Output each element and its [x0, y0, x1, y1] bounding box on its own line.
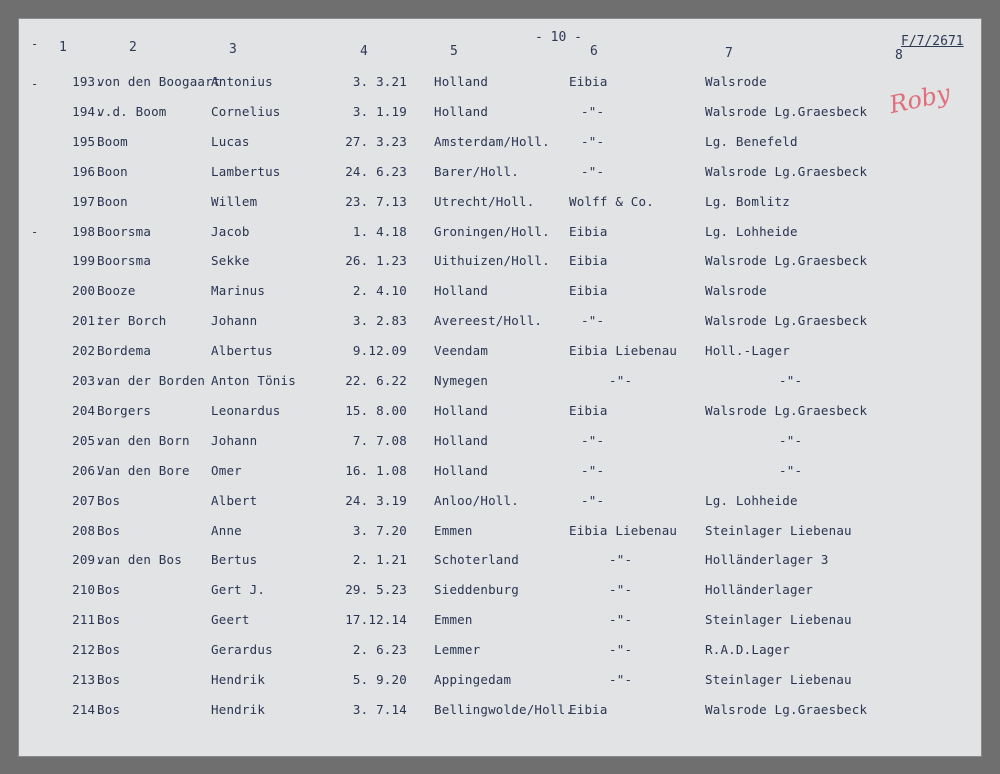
file-reference: F/7/2671 [901, 34, 964, 49]
employer-cell: -"- [581, 432, 605, 448]
surname-cell: Boon [97, 163, 128, 179]
birthplace-cell: Nymegen [434, 373, 489, 388]
birthplace-cell: Groningen/Holl. [434, 223, 550, 239]
margin-mark: - [31, 77, 39, 91]
birthplace-cell: Utrecht/Holl. [434, 193, 535, 209]
given-name-cell: Sekke [211, 253, 250, 269]
entry-number-cell: 199. [72, 253, 103, 269]
camp-cell: -"- [779, 462, 803, 478]
entry-number-cell: 207. [72, 492, 103, 508]
entry-number-cell: 204. [72, 402, 103, 418]
given-name-cell: Albert [211, 492, 258, 508]
employer-cell: -"- [581, 103, 605, 119]
employer-cell: Eibia [569, 74, 608, 89]
camp-cell: Lg. Benefeld [705, 133, 798, 149]
birth-date-cell: 3. 7.20 [352, 522, 407, 538]
table-row [19, 403, 981, 425]
column-header: 2 [129, 40, 137, 55]
entry-number-cell: 214. [72, 701, 103, 717]
employer-cell: -"- [609, 672, 633, 687]
birth-date-cell: 2. 4.10 [352, 283, 407, 299]
given-name-cell: Anne [211, 522, 242, 538]
birth-date-cell: 7. 7.08 [352, 432, 407, 448]
given-name-cell: Gert J. [211, 582, 266, 598]
table-row [19, 104, 981, 126]
given-name-cell: Albertus [211, 343, 273, 359]
camp-cell: Holl.-Lager [705, 343, 790, 359]
birth-date-cell: 3. 3.21 [352, 74, 407, 89]
camp-cell: Steinlager Liebenau [705, 672, 852, 687]
birth-date-cell: 24. 6.23 [345, 163, 407, 179]
entry-number-cell: 210. [72, 582, 103, 598]
entry-number-cell: 211. [72, 612, 103, 628]
camp-cell: R.A.D.Lager [705, 642, 790, 658]
table-row [19, 134, 981, 156]
column-header: 1 [59, 40, 67, 55]
entry-number-cell: 208. [72, 522, 103, 538]
entry-number-cell: 197. [72, 193, 103, 209]
given-name-cell: Geert [211, 612, 250, 628]
birth-date-cell: 24. 3.19 [345, 492, 407, 508]
surname-cell: Booze [97, 283, 136, 299]
surname-cell: Borgers [97, 402, 152, 418]
employer-cell: -"- [609, 612, 633, 628]
table-row [19, 552, 981, 574]
birth-date-cell: 2. 1.21 [352, 552, 407, 568]
entry-number-cell: 195. [72, 133, 103, 149]
camp-cell: Walsrode Lg.Graesbeck [705, 701, 868, 717]
surname-cell: Bos [97, 612, 121, 628]
document-page [19, 19, 981, 756]
camp-cell: Walsrode Lg.Graesbeck [705, 313, 868, 329]
birthplace-cell: Emmen [434, 522, 473, 538]
table-row [19, 343, 981, 365]
surname-cell: van den Born [97, 432, 190, 448]
birthplace-cell: Avereest/Holl. [434, 313, 543, 329]
surname-cell: Van den Bore [97, 462, 190, 478]
birthplace-cell: Barer/Holl. [434, 163, 519, 179]
birthplace-cell: Lemmer [434, 642, 481, 658]
given-name-cell: Anton Tönis [211, 373, 296, 388]
entry-number-cell: 194. [72, 103, 103, 119]
margin-mark: - [31, 37, 39, 51]
surname-cell: v.d. Boom [97, 103, 167, 119]
camp-cell: Walsrode [705, 74, 767, 89]
entry-number-cell: 209. [72, 552, 103, 568]
birth-date-cell: 15. 8.00 [345, 402, 407, 418]
surname-cell: Boorsma [97, 253, 152, 269]
table-row [19, 523, 981, 545]
surname-cell: Bos [97, 522, 121, 538]
birth-date-cell: 17.12.14 [345, 612, 407, 628]
given-name-cell: Antonius [211, 74, 273, 89]
camp-cell: Lg. Bomlitz [705, 193, 790, 209]
table-row [19, 463, 981, 485]
surname-cell: Bos [97, 582, 121, 598]
employer-cell: -"- [581, 133, 605, 149]
birth-date-cell: 22. 6.22 [345, 373, 407, 388]
birthplace-cell: Emmen [434, 612, 473, 628]
camp-cell: Lg. Lohheide [705, 223, 798, 239]
surname-cell: Boom [97, 133, 128, 149]
birthplace-cell: Uithuizen/Holl. [434, 253, 550, 269]
entry-number-cell: 213. [72, 672, 103, 687]
camp-cell: Walsrode [705, 283, 767, 299]
birth-date-cell: 16. 1.08 [345, 462, 407, 478]
employer-cell: Eibia [569, 253, 608, 269]
surname-cell: Boorsma [97, 223, 152, 239]
birth-date-cell: 3. 2.83 [352, 313, 407, 329]
employer-cell: -"- [609, 642, 633, 658]
surname-cell: Bos [97, 642, 121, 658]
entry-number-cell: 196. [72, 163, 103, 179]
table-row [19, 224, 981, 246]
birth-date-cell: 23. 7.13 [345, 193, 407, 209]
table-row [19, 164, 981, 186]
entry-number-cell: 198. [72, 223, 103, 239]
entry-number-cell: 206. [72, 462, 103, 478]
given-name-cell: Hendrik [211, 672, 266, 687]
entry-number-cell: 205. [72, 432, 103, 448]
table-row [19, 642, 981, 664]
camp-cell: -"- [779, 373, 803, 388]
birthplace-cell: Amsterdam/Holl. [434, 133, 550, 149]
table-row [19, 493, 981, 515]
employer-cell: -"- [581, 163, 605, 179]
given-name-cell: Johann [211, 313, 258, 329]
column-header: 5 [450, 44, 458, 59]
employer-cell: -"- [609, 552, 633, 568]
birth-date-cell: 3. 1.19 [352, 103, 407, 119]
birth-date-cell: 2. 6.23 [352, 642, 407, 658]
given-name-cell: Hendrik [211, 701, 266, 717]
birthplace-cell: Veendam [434, 343, 489, 359]
surname-cell: van der Borden [97, 373, 206, 388]
birth-date-cell: 9.12.09 [352, 343, 407, 359]
table-row [19, 313, 981, 335]
column-header: 7 [725, 46, 733, 61]
surname-cell: van den Bos [97, 552, 182, 568]
birthplace-cell: Appingedam [434, 672, 512, 687]
page-number: - 10 - [535, 30, 582, 45]
birthplace-cell: Holland [434, 103, 489, 119]
surname-cell: Bordema [97, 343, 152, 359]
birthplace-cell: Sieddenburg [434, 582, 519, 598]
camp-cell: Holländerlager 3 [705, 552, 829, 568]
margin-mark: - [31, 225, 39, 239]
given-name-cell: Leonardus [211, 402, 281, 418]
column-header: 8 [895, 48, 903, 63]
birthplace-cell: Holland [434, 432, 489, 448]
column-header: 4 [360, 44, 368, 59]
table-row [19, 194, 981, 216]
employer-cell: -"- [609, 373, 633, 388]
column-header: 3 [229, 42, 237, 57]
camp-cell: Steinlager Liebenau [705, 522, 852, 538]
employer-cell: Eibia Liebenau [569, 343, 678, 359]
table-row [19, 702, 981, 724]
camp-cell: Holländerlager [705, 582, 814, 598]
table-row [19, 582, 981, 604]
surname-cell: Boon [97, 193, 128, 209]
employer-cell: Eibia [569, 283, 608, 299]
employer-cell: Eibia [569, 701, 608, 717]
camp-cell: Steinlager Liebenau [705, 612, 852, 628]
entry-number-cell: 203. [72, 373, 103, 388]
birthplace-cell: Holland [434, 402, 489, 418]
employer-cell: -"- [609, 582, 633, 598]
employer-cell: -"- [581, 313, 605, 329]
table-row [19, 253, 981, 275]
surname-cell: Bos [97, 701, 121, 717]
employer-cell: -"- [581, 462, 605, 478]
birthplace-cell: Schoterland [434, 552, 519, 568]
table-row [19, 283, 981, 305]
birthplace-cell: Holland [434, 74, 489, 89]
birth-date-cell: 5. 9.20 [352, 672, 407, 687]
camp-cell: -"- [779, 432, 803, 448]
entry-number-cell: 193. [72, 74, 103, 89]
surname-cell: Bos [97, 672, 121, 687]
given-name-cell: Bertus [211, 552, 258, 568]
surname-cell: von den Boogaart [97, 74, 221, 89]
given-name-cell: Omer [211, 462, 242, 478]
table-row [19, 672, 981, 694]
given-name-cell: Lambertus [211, 163, 281, 179]
given-name-cell: Gerardus [211, 642, 273, 658]
red-annotation-stamp: Roby [886, 78, 953, 120]
given-name-cell: Lucas [211, 133, 250, 149]
surname-cell: Bos [97, 492, 121, 508]
table-row [19, 74, 981, 96]
given-name-cell: Marinus [211, 283, 266, 299]
given-name-cell: Cornelius [211, 103, 281, 119]
birth-date-cell: 29. 5.23 [345, 582, 407, 598]
birth-date-cell: 26. 1.23 [345, 253, 407, 269]
camp-cell: Walsrode Lg.Graesbeck [705, 402, 868, 418]
employer-cell: Wolff & Co. [569, 193, 654, 209]
given-name-cell: Willem [211, 193, 258, 209]
table-row [19, 433, 981, 455]
entry-number-cell: 200. [72, 283, 103, 299]
camp-cell: Walsrode Lg.Graesbeck [705, 163, 868, 179]
employer-cell: Eibia Liebenau [569, 522, 678, 538]
birthplace-cell: Anloo/Holl. [434, 492, 519, 508]
column-header: 6 [590, 44, 598, 59]
birth-date-cell: 3. 7.14 [352, 701, 407, 717]
given-name-cell: Jacob [211, 223, 250, 239]
birthplace-cell: Holland [434, 283, 489, 299]
surname-cell: ter Borch [97, 313, 167, 329]
given-name-cell: Johann [211, 432, 258, 448]
table-row [19, 612, 981, 634]
camp-cell: Walsrode Lg.Graesbeck [705, 253, 868, 269]
employer-cell: Eibia [569, 223, 608, 239]
birth-date-cell: 27. 3.23 [345, 133, 407, 149]
birthplace-cell: Holland [434, 462, 489, 478]
employer-cell: Eibia [569, 402, 608, 418]
entry-number-cell: 212. [72, 642, 103, 658]
entry-number-cell: 202. [72, 343, 103, 359]
birth-date-cell: 1. 4.18 [352, 223, 407, 239]
camp-cell: Lg. Lohheide [705, 492, 798, 508]
entry-number-cell: 201. [72, 313, 103, 329]
employer-cell: -"- [581, 492, 605, 508]
camp-cell: Walsrode Lg.Graesbeck [705, 103, 868, 119]
table-row [19, 373, 981, 395]
birthplace-cell: Bellingwolde/Holl. [434, 701, 574, 717]
